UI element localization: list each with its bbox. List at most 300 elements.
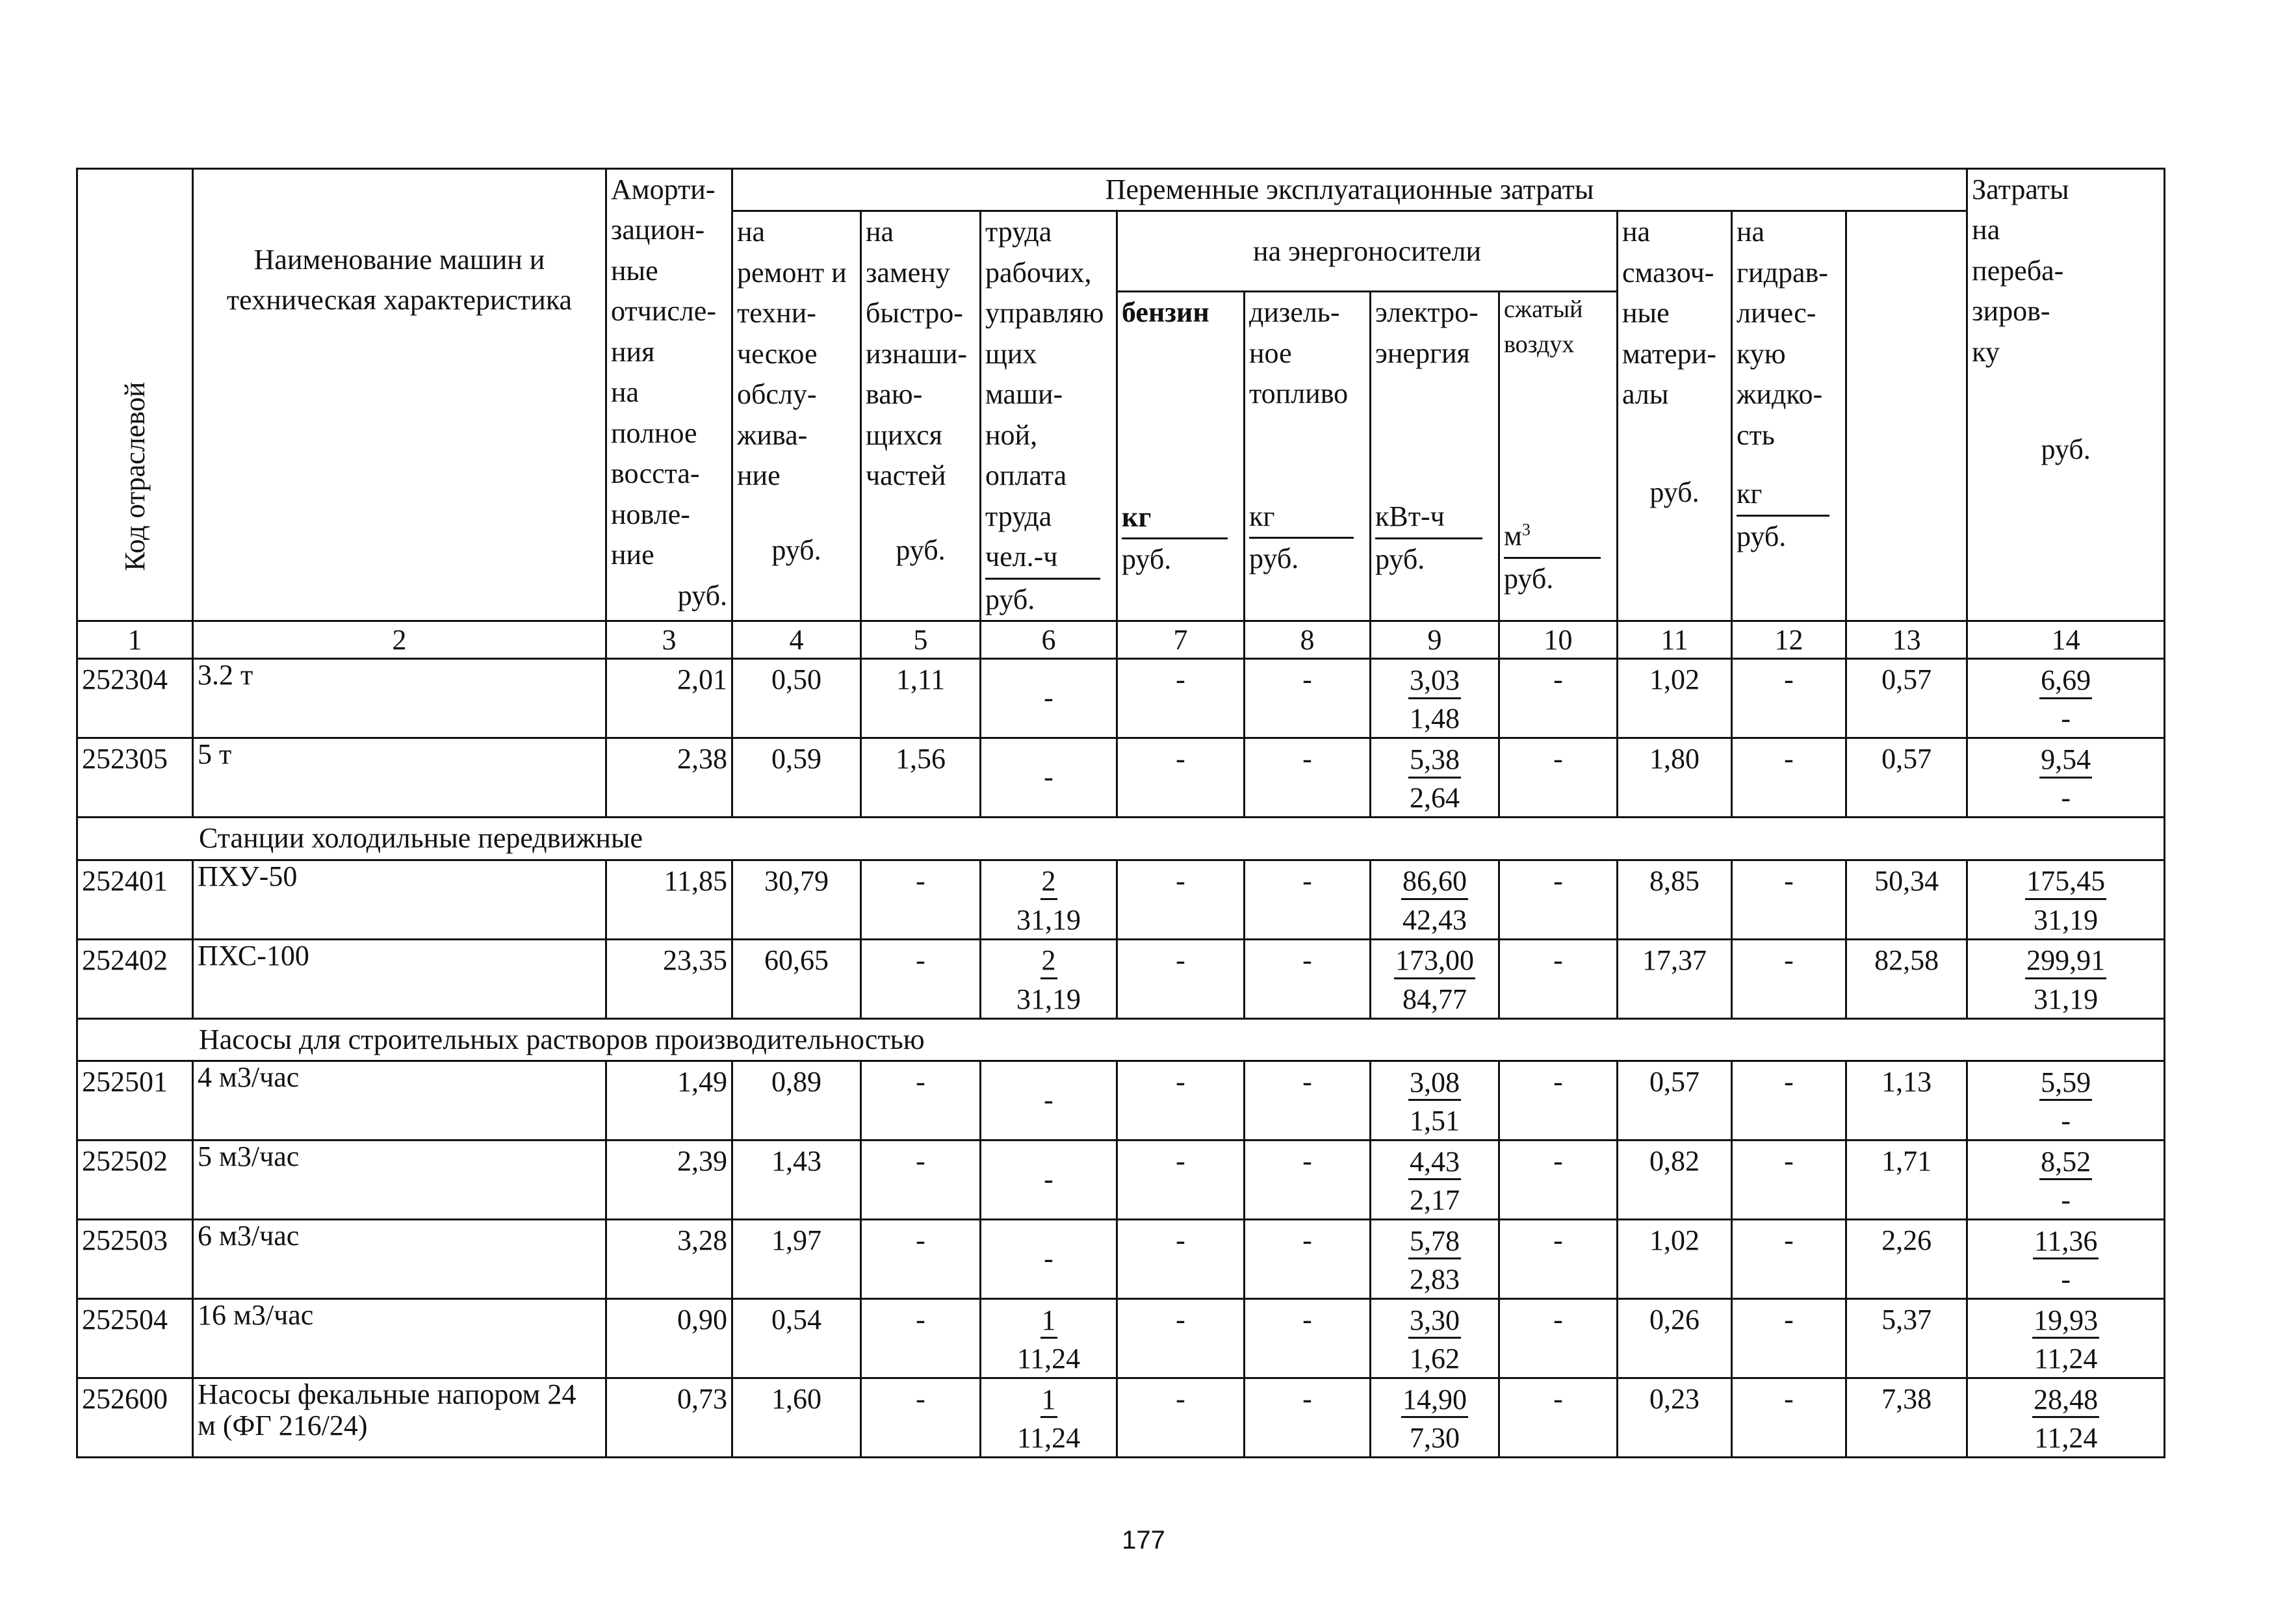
electric-lines-line: энергия — [1375, 337, 1470, 369]
row-rate-numerator: 9,54 — [2039, 743, 2092, 779]
row-electric-denominator: 84,77 — [1402, 983, 1467, 1015]
column-number-cell: 1 — [77, 621, 193, 659]
row-labor-denominator: 31,19 — [1016, 903, 1081, 936]
row-labor-value: - — [1044, 1084, 1053, 1116]
row-petrol: - — [1117, 1378, 1245, 1458]
row-electric-numerator: 3,08 — [1408, 1066, 1461, 1102]
row-air: - — [1499, 939, 1618, 1018]
header-amortization — [606, 169, 732, 621]
row-repair: 1,43 — [732, 1141, 861, 1220]
relocation-lines-line: на — [1972, 214, 2000, 246]
hydro-lines-line: личес- — [1737, 297, 1816, 329]
hydro-lines-line: на — [1737, 216, 1765, 248]
column-number-row — [77, 621, 2165, 659]
row-parts: - — [861, 1299, 981, 1378]
machine-rates-table — [76, 168, 2165, 1458]
repair-unit: руб. — [771, 534, 821, 566]
row-amortization: 0,73 — [606, 1378, 732, 1458]
row-rate — [1967, 1141, 2165, 1220]
relocation-lines-line: зиров- — [1972, 295, 2050, 328]
row-diesel: - — [1245, 1220, 1371, 1299]
header-name — [193, 169, 606, 621]
row-petrol: - — [1117, 1299, 1245, 1378]
row-labor-numerator: 2 — [1040, 944, 1057, 979]
parts-lines-line: щихся — [866, 419, 942, 451]
repair-lines-line: техни- — [737, 297, 816, 329]
row-labor-value: - — [1044, 682, 1053, 714]
row-parts: 1,11 — [861, 659, 981, 738]
row-code: 252504 — [77, 1299, 193, 1378]
row-electric — [1371, 860, 1499, 939]
rates-table-sheet — [76, 168, 2164, 1458]
table-row — [77, 1141, 2165, 1220]
row-amortization: 1,49 — [606, 1061, 732, 1141]
row-labor — [981, 1220, 1117, 1299]
hydro-lines-line: кую — [1737, 337, 1786, 370]
row-amortization: 2,38 — [606, 738, 732, 818]
amort-lines-line: ные — [611, 254, 658, 287]
labor-lines-line: щих — [985, 337, 1037, 370]
row-electric-denominator: 1,62 — [1410, 1343, 1460, 1375]
row-name: ПХС-100 — [193, 939, 606, 1018]
row-electric-denominator: 1,51 — [1410, 1105, 1460, 1137]
row-hydraulic: - — [1732, 738, 1846, 818]
row-amortization: 2,39 — [606, 1141, 732, 1220]
lube-lines-line: ные — [1622, 297, 1670, 329]
row-labor-value: - — [1044, 1243, 1053, 1275]
row-name: 3.2 т — [193, 659, 606, 738]
row-electric-numerator: 86,60 — [1401, 865, 1468, 900]
row-amortization: 3,28 — [606, 1220, 732, 1299]
lube-lines-line: на — [1622, 216, 1651, 248]
row-electric-denominator: 2,83 — [1410, 1263, 1460, 1296]
repair-lines-line: ние — [737, 459, 781, 492]
air-lines — [1504, 292, 1612, 363]
section-title: Станции холодильные передвижные — [199, 822, 643, 855]
header-relocation — [1967, 169, 2165, 621]
column-number-cell: 2 — [193, 621, 606, 659]
hydro-lines-line: жидко- — [1737, 378, 1823, 411]
relocation-lines — [1972, 170, 2160, 372]
row-relocation: 2,26 — [1846, 1220, 1967, 1299]
column-number-cell: 11 — [1618, 621, 1732, 659]
labor-unit-manhour: чел.-ч — [985, 537, 1100, 579]
row-electric — [1371, 738, 1499, 818]
row-rate — [1967, 1378, 2165, 1458]
row-code: 252402 — [77, 939, 193, 1018]
table-row — [77, 860, 2165, 939]
row-amortization: 2,01 — [606, 659, 732, 738]
parts-unit: руб. — [896, 534, 946, 566]
hydro-lines-line: гидрав- — [1737, 256, 1828, 289]
row-repair: 0,50 — [732, 659, 861, 738]
row-electric-numerator: 3,03 — [1408, 664, 1461, 699]
row-labor-value: - — [1044, 1163, 1053, 1196]
row-labor-value: - — [1044, 761, 1053, 793]
row-petrol: - — [1117, 1061, 1245, 1141]
row-air: - — [1499, 1220, 1618, 1299]
repair-lines-line: жива- — [737, 419, 808, 451]
header-hydraulic — [1732, 211, 1846, 621]
row-labor — [981, 860, 1117, 939]
amort-lines-line: ния — [611, 335, 655, 368]
column-number-cell: 6 — [981, 621, 1117, 659]
parts-lines-line: на — [866, 216, 894, 248]
row-rate-numerator: 5,59 — [2039, 1066, 2092, 1102]
row-parts: - — [861, 860, 981, 939]
row-electric-denominator: 2,17 — [1410, 1184, 1460, 1217]
row-labor-numerator: 1 — [1040, 1384, 1057, 1419]
row-rate-denominator: - — [2061, 1263, 2071, 1296]
parts-lines-line: изнаши- — [866, 337, 968, 370]
diesel-unit-rub: руб. — [1249, 543, 1299, 575]
row-name: 5 м3/час — [193, 1141, 606, 1220]
labor-lines-line: труда — [985, 216, 1052, 248]
row-air: - — [1499, 860, 1618, 939]
repair-lines-line: ческое — [737, 337, 818, 370]
air-lines-line: сжатый — [1504, 296, 1583, 324]
header-petrol — [1117, 292, 1245, 621]
column-number-cell: 12 — [1732, 621, 1846, 659]
petrol-unit-rub: руб. — [1122, 543, 1172, 576]
row-air: - — [1499, 738, 1618, 818]
header-code-label: Код отраслевой — [118, 381, 151, 571]
row-rate-numerator: 175,45 — [2025, 865, 2106, 900]
section-title: Насосы для строительных растворов производительностью — [199, 1023, 925, 1055]
row-electric-numerator: 4,43 — [1408, 1146, 1461, 1181]
row-air: - — [1499, 1061, 1618, 1141]
petrol-unit-kg: кг — [1122, 497, 1228, 539]
relocation-lines-line: Затраты — [1972, 174, 2069, 205]
row-hydraulic: - — [1732, 1220, 1846, 1299]
row-rate — [1967, 939, 2165, 1018]
row-labor-numerator: 2 — [1040, 865, 1057, 900]
header-electric — [1371, 292, 1499, 621]
row-rate-numerator: 28,48 — [2032, 1384, 2099, 1419]
row-electric-numerator: 173,00 — [1394, 944, 1475, 979]
row-repair: 30,79 — [732, 860, 861, 939]
column-number-cell: 9 — [1371, 621, 1499, 659]
row-electric — [1371, 1141, 1499, 1220]
row-electric-numerator: 3,30 — [1408, 1304, 1461, 1339]
row-hydraulic: - — [1732, 860, 1846, 939]
air-unit-m3: $м^3$ — [1504, 516, 1601, 558]
column-number-cell: 3 — [606, 621, 732, 659]
labor-lines — [985, 212, 1112, 537]
row-diesel: - — [1245, 1061, 1371, 1141]
row-repair: 0,54 — [732, 1299, 861, 1378]
table-row — [77, 1220, 2165, 1299]
amort-lines — [611, 170, 727, 576]
row-petrol: - — [1117, 738, 1245, 818]
row-labor — [981, 1378, 1117, 1458]
row-code: 252502 — [77, 1141, 193, 1220]
header-parts — [861, 211, 981, 621]
diesel-lines-line: дизель- — [1249, 296, 1340, 329]
row-rate-denominator: 31,19 — [2034, 983, 2099, 1015]
row-labor — [981, 939, 1117, 1018]
parts-lines-line: частей — [866, 459, 946, 492]
row-repair: 60,65 — [732, 939, 861, 1018]
header-variable-costs — [732, 169, 1967, 211]
row-air: - — [1499, 1141, 1618, 1220]
row-code: 252401 — [77, 860, 193, 939]
row-labor-denominator: 11,24 — [1016, 1343, 1081, 1375]
amort-lines-line: отчисле- — [611, 295, 716, 328]
petrol-label: бензин — [1122, 296, 1209, 329]
column-number-cell: 10 — [1499, 621, 1618, 659]
row-diesel: - — [1245, 659, 1371, 738]
row-electric — [1371, 659, 1499, 738]
row-repair: 1,60 — [732, 1378, 861, 1458]
labor-lines-line: маши- — [985, 378, 1063, 411]
amort-lines-line: полное — [611, 417, 697, 449]
row-name: 6 м3/час — [193, 1220, 606, 1299]
row-labor — [981, 738, 1117, 818]
relocation-lines-line: переба- — [1972, 254, 2064, 287]
electric-unit-rub: руб. — [1375, 543, 1425, 575]
row-rate-denominator: 11,24 — [2034, 1343, 2098, 1375]
row-parts: - — [861, 939, 981, 1018]
labor-lines-line: труда — [985, 500, 1052, 532]
header-energy — [1117, 211, 1618, 292]
row-electric-denominator: 7,30 — [1410, 1422, 1460, 1454]
row-lubricants: 0,23 — [1618, 1378, 1732, 1458]
header-repair — [732, 211, 861, 621]
row-rate-numerator: 19,93 — [2032, 1304, 2099, 1339]
row-labor-numerator: 1 — [1040, 1304, 1057, 1339]
hydro-lines-line: сть — [1737, 419, 1775, 451]
repair-lines-line: ремонт и — [737, 256, 847, 289]
row-name: 4 м3/час — [193, 1061, 606, 1141]
row-relocation: 1,13 — [1846, 1061, 1967, 1141]
lube-lines-line: алы — [1622, 378, 1669, 411]
row-labor-denominator: 31,19 — [1016, 983, 1081, 1015]
row-code: 252304 — [77, 659, 193, 738]
parts-lines-line: замену — [866, 256, 950, 289]
parts-lines — [866, 212, 976, 496]
row-electric-numerator: 14,90 — [1401, 1384, 1468, 1419]
section-row — [77, 818, 2165, 860]
repair-lines-line: обслу- — [737, 378, 817, 411]
row-petrol: - — [1117, 860, 1245, 939]
row-petrol: - — [1117, 939, 1245, 1018]
row-labor — [981, 1299, 1117, 1378]
row-rate-denominator: 11,24 — [2034, 1422, 2098, 1454]
row-diesel: - — [1245, 1299, 1371, 1378]
row-parts: - — [861, 1061, 981, 1141]
row-lubricants: 1,02 — [1618, 1220, 1732, 1299]
row-name: 5 т — [193, 738, 606, 818]
energy-label: на энергоносители — [1253, 235, 1481, 267]
row-air: - — [1499, 659, 1618, 738]
amort-lines-line: новле- — [611, 498, 690, 530]
row-lubricants: 1,80 — [1618, 738, 1732, 818]
row-rate — [1967, 659, 2165, 738]
row-rate-numerator: 8,52 — [2039, 1146, 2092, 1181]
row-electric — [1371, 1220, 1499, 1299]
lube-unit: руб. — [1649, 476, 1699, 508]
row-lubricants: 0,82 — [1618, 1141, 1732, 1220]
row-hydraulic: - — [1732, 659, 1846, 738]
row-diesel: - — [1245, 1141, 1371, 1220]
row-petrol: - — [1117, 659, 1245, 738]
electric-unit-kwh: кВт-ч — [1375, 496, 1482, 539]
diesel-lines — [1249, 292, 1365, 414]
row-rate — [1967, 1299, 2165, 1378]
row-rate — [1967, 860, 2165, 939]
row-amortization: 0,90 — [606, 1299, 732, 1378]
row-repair: 0,59 — [732, 738, 861, 818]
row-amortization: 23,35 — [606, 939, 732, 1018]
row-relocation: 1,71 — [1846, 1141, 1967, 1220]
column-number-cell: 5 — [861, 621, 981, 659]
row-hydraulic: - — [1732, 1061, 1846, 1141]
variable-costs-label: Переменные эксплуатационные затраты — [1105, 174, 1594, 205]
row-lubricants: 0,26 — [1618, 1299, 1732, 1378]
section-title-cell — [77, 1018, 2165, 1061]
header-code — [77, 169, 193, 621]
row-lubricants: 1,02 — [1618, 659, 1732, 738]
row-electric-denominator: 2,64 — [1410, 782, 1460, 814]
repair-lines — [737, 212, 856, 496]
hydro-lines — [1737, 212, 1841, 456]
header-name-label: Наименование машин и техническая характеристика — [226, 244, 573, 316]
row-rate — [1967, 1220, 2165, 1299]
column-number-cell: 8 — [1245, 621, 1371, 659]
lube-lines-line: смазоч- — [1622, 256, 1714, 289]
amort-lines-line: на — [611, 376, 640, 409]
labor-lines-line: рабочих, — [985, 256, 1092, 289]
amort-unit: руб. — [677, 579, 727, 612]
row-rate — [1967, 1061, 2165, 1141]
parts-lines-line: ваю- — [866, 378, 923, 411]
row-hydraulic: - — [1732, 1141, 1846, 1220]
row-rate-numerator: 6,69 — [2039, 664, 2092, 699]
row-diesel: - — [1245, 860, 1371, 939]
hydro-unit-rub: руб. — [1737, 520, 1787, 552]
amort-lines-line: Аморти- — [611, 174, 716, 205]
amort-lines-line: восста- — [611, 458, 700, 490]
row-rate-denominator: - — [2061, 782, 2071, 814]
row-electric-numerator: 5,78 — [1408, 1225, 1461, 1260]
column-number-cell: 4 — [732, 621, 861, 659]
row-parts: 1,56 — [861, 738, 981, 818]
row-diesel: - — [1245, 1378, 1371, 1458]
row-relocation: 7,38 — [1846, 1378, 1967, 1458]
column-number-cell: 13 — [1846, 621, 1967, 659]
row-electric — [1371, 939, 1499, 1018]
repair-lines-line: на — [737, 216, 766, 248]
labor-lines-line: управляю — [985, 297, 1104, 329]
header-diesel — [1245, 292, 1371, 621]
hydro-unit-kg: кг — [1737, 474, 1829, 516]
relocation-unit: руб. — [2041, 433, 2091, 466]
table-row — [77, 1061, 2165, 1141]
row-name: Насосы фекальные напором 24 м (ФГ 216/24) — [193, 1378, 606, 1458]
header-air — [1499, 292, 1618, 621]
electric-lines — [1375, 292, 1494, 374]
row-lubricants: 0,57 — [1618, 1061, 1732, 1141]
row-electric-numerator: 5,38 — [1408, 743, 1461, 779]
row-relocation: 5,37 — [1846, 1299, 1967, 1378]
row-hydraulic: - — [1732, 1299, 1846, 1378]
diesel-lines-line: топливо — [1249, 378, 1349, 410]
row-electric — [1371, 1061, 1499, 1141]
row-labor — [981, 1141, 1117, 1220]
row-electric-denominator: 42,43 — [1402, 903, 1467, 936]
row-rate-denominator: - — [2061, 1184, 2071, 1217]
row-code: 252501 — [77, 1061, 193, 1141]
row-labor — [981, 659, 1117, 738]
row-rate-denominator: - — [2061, 1105, 2071, 1137]
row-parts: - — [861, 1378, 981, 1458]
row-diesel: - — [1245, 738, 1371, 818]
header-lubricants — [1618, 211, 1732, 621]
row-labor — [981, 1061, 1117, 1141]
row-lubricants: 8,85 — [1618, 860, 1732, 939]
amort-lines-line: ние — [611, 539, 654, 571]
row-repair: 0,89 — [732, 1061, 861, 1141]
row-air: - — [1499, 1378, 1618, 1458]
column-number-cell: 7 — [1117, 621, 1245, 659]
table-row — [77, 738, 2165, 818]
air-unit-rub: руб. — [1504, 562, 1554, 595]
row-electric-denominator: 1,48 — [1410, 702, 1460, 735]
row-petrol: - — [1117, 1220, 1245, 1299]
row-relocation: 0,57 — [1846, 659, 1967, 738]
row-code: 252305 — [77, 738, 193, 818]
lube-lines — [1622, 212, 1727, 415]
row-name: 16 м3/час — [193, 1299, 606, 1378]
row-petrol: - — [1117, 1141, 1245, 1220]
row-electric — [1371, 1378, 1499, 1458]
section-title-cell — [77, 818, 2165, 860]
row-parts: - — [861, 1141, 981, 1220]
relocation-lines-line: ку — [1972, 335, 2000, 368]
page-number: 177 — [1122, 1526, 1165, 1554]
labor-lines-line: оплата — [985, 459, 1067, 492]
row-repair: 1,97 — [732, 1220, 861, 1299]
electric-lines-line: электро- — [1375, 296, 1479, 329]
section-row — [77, 1018, 2165, 1061]
row-relocation: 82,58 — [1846, 939, 1967, 1018]
row-code: 252600 — [77, 1378, 193, 1458]
row-relocation: 0,57 — [1846, 738, 1967, 818]
parts-lines-line: быстро- — [866, 297, 963, 329]
lube-lines-line: матери- — [1622, 337, 1716, 370]
table-row — [77, 659, 2165, 738]
row-diesel: - — [1245, 939, 1371, 1018]
row-rate — [1967, 738, 2165, 818]
row-air: - — [1499, 1299, 1618, 1378]
labor-unit-rub: руб. — [985, 583, 1035, 615]
air-lines-line: воздух — [1504, 331, 1575, 359]
diesel-unit-kg: кг — [1249, 496, 1354, 539]
row-amortization: 11,85 — [606, 860, 732, 939]
row-code: 252503 — [77, 1220, 193, 1299]
row-parts: - — [861, 1220, 981, 1299]
table-row — [77, 1378, 2165, 1458]
row-labor-denominator: 11,24 — [1016, 1422, 1081, 1454]
amort-lines-line: зацион- — [611, 214, 705, 246]
row-electric — [1371, 1299, 1499, 1378]
row-hydraulic: - — [1732, 939, 1846, 1018]
row-rate-numerator: 299,91 — [2025, 944, 2106, 979]
labor-lines-line: ной, — [985, 419, 1038, 451]
row-name: ПХУ-50 — [193, 860, 606, 939]
row-rate-denominator: - — [2061, 702, 2071, 735]
